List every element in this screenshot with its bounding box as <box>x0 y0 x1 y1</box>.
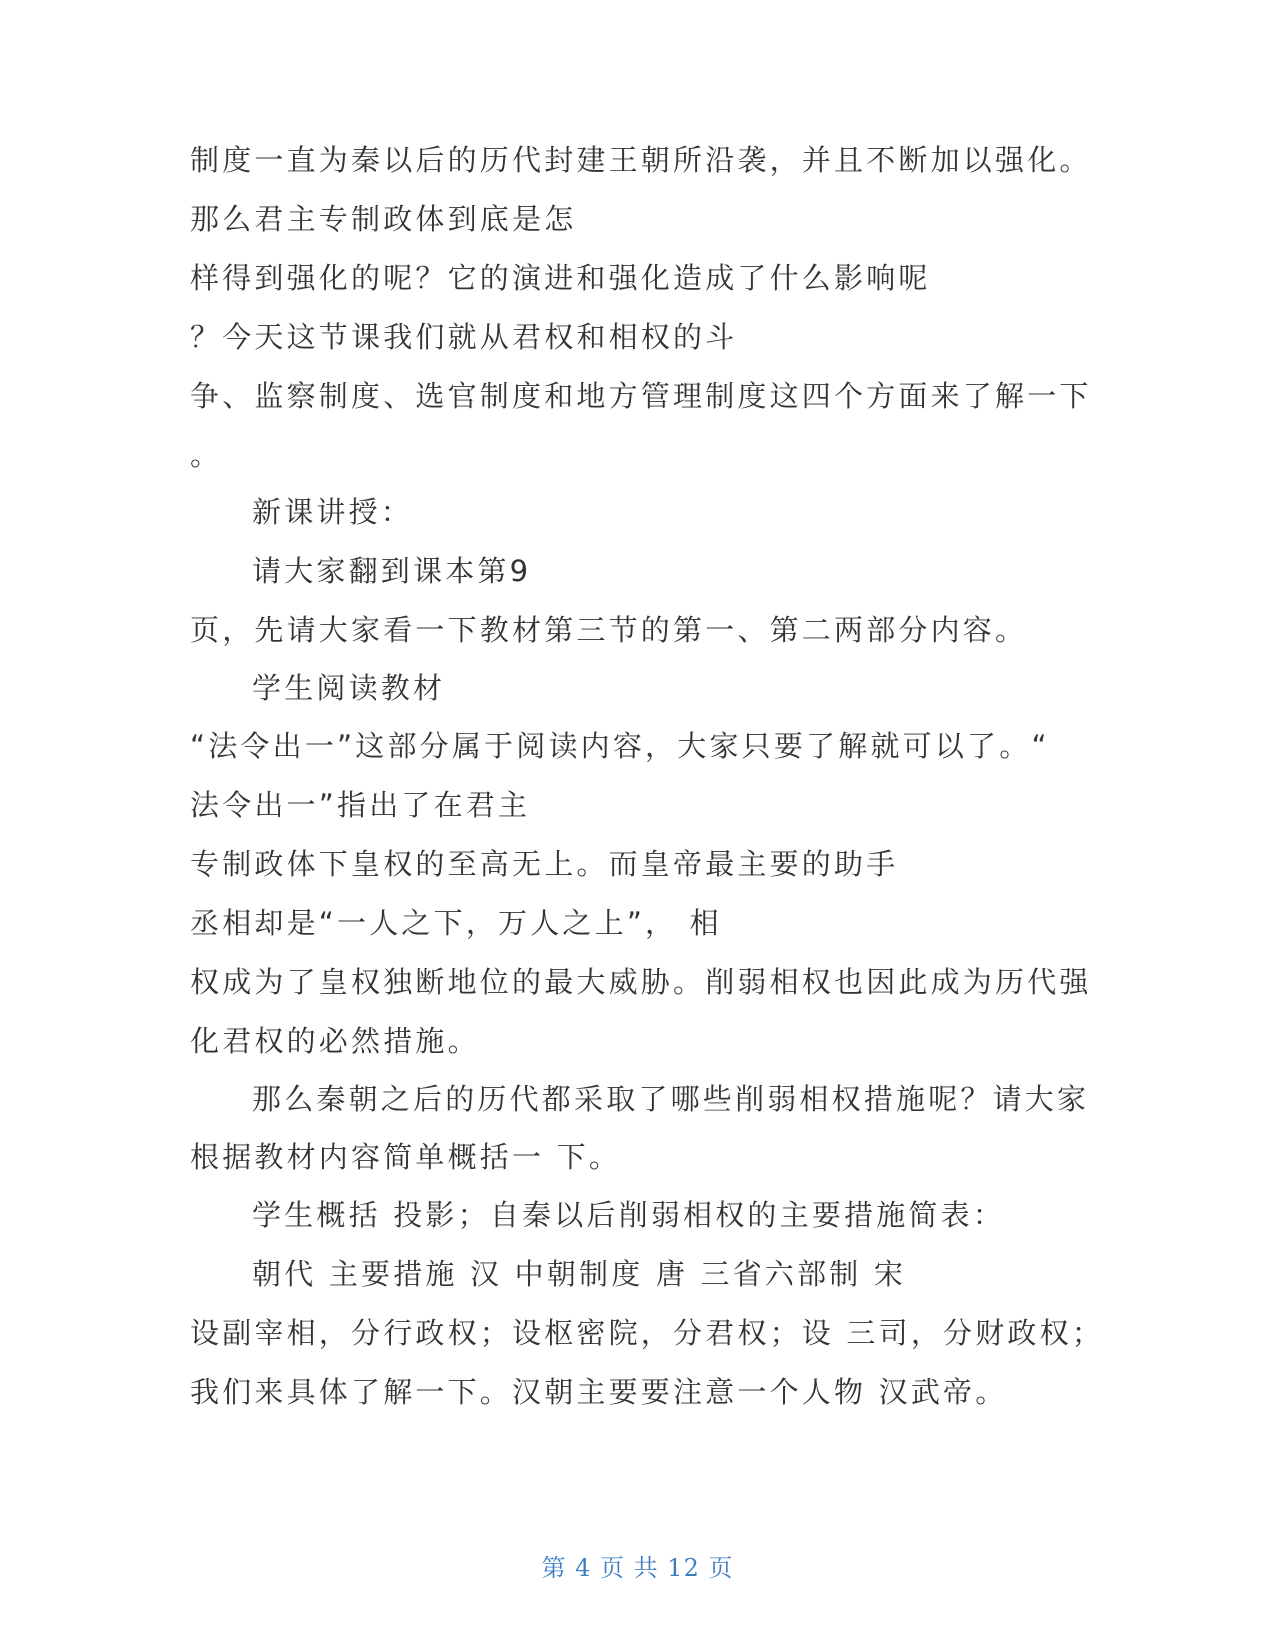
text-line: 朝代 主要措施 汉 中朝制度 唐 三省六部制 宋 <box>252 1257 907 1291</box>
text-line: ？今天这节课我们就从君权和相权的斗 <box>190 320 738 354</box>
page-number-footer: 第 4 页 共 12 页 <box>541 1554 734 1582</box>
text-line: 那么君主专制政体到底是怎 <box>190 202 577 236</box>
text-line: 化君权的必然措施。 <box>190 1024 480 1058</box>
text-line: 权成为了皇权独断地位的最大威胁。削弱相权也因此成为历代强 <box>190 965 1092 999</box>
text-line: 争、监察制度、选官制度和地方管理制度这四个方面来了解一下 <box>190 379 1092 413</box>
text-line: 页，先请大家看一下教材第三节的第一、第二两部分内容。 <box>190 613 1028 647</box>
text-line: 。 <box>190 438 223 472</box>
text-line: “法令出一”这部分属于阅读内容，大家只要了解就可以了。“ <box>190 729 1050 763</box>
text-line: 法令出一”指出了在君主 <box>190 788 531 822</box>
text-line: 那么秦朝之后的历代都采取了哪些削弱相权措施呢？请大家 <box>252 1082 1090 1116</box>
text-line: 专制政体下皇权的至高无上。而皇帝最主要的助手 <box>190 847 899 881</box>
text-line: 制度一直为秦以后的历代封建王朝所沿袭，并且不断加以强化。 <box>190 143 1092 177</box>
text-line: 丞相却是“一人之下，万人之上”， 相 <box>190 906 722 940</box>
text-line: 请大家翻到课本第9 <box>252 554 532 588</box>
text-line: 新课讲授： <box>252 495 414 529</box>
text-line: 学生概括 投影；自秦以后削弱相权的主要措施简表： <box>252 1198 1006 1232</box>
text-line: 学生阅读教材 <box>252 671 446 705</box>
text-line: 我们来具体了解一下。汉朝主要要注意一个人物 汉武帝。 <box>190 1375 1008 1409</box>
text-line: 设副宰相，分行政权；设枢密院，分君权；设 三司，分财政权； <box>190 1316 1105 1350</box>
text-line: 根据教材内容简单概括一 下。 <box>190 1140 622 1174</box>
text-line: 样得到强化的呢？它的演进和强化造成了什么影响呢 <box>190 261 931 295</box>
